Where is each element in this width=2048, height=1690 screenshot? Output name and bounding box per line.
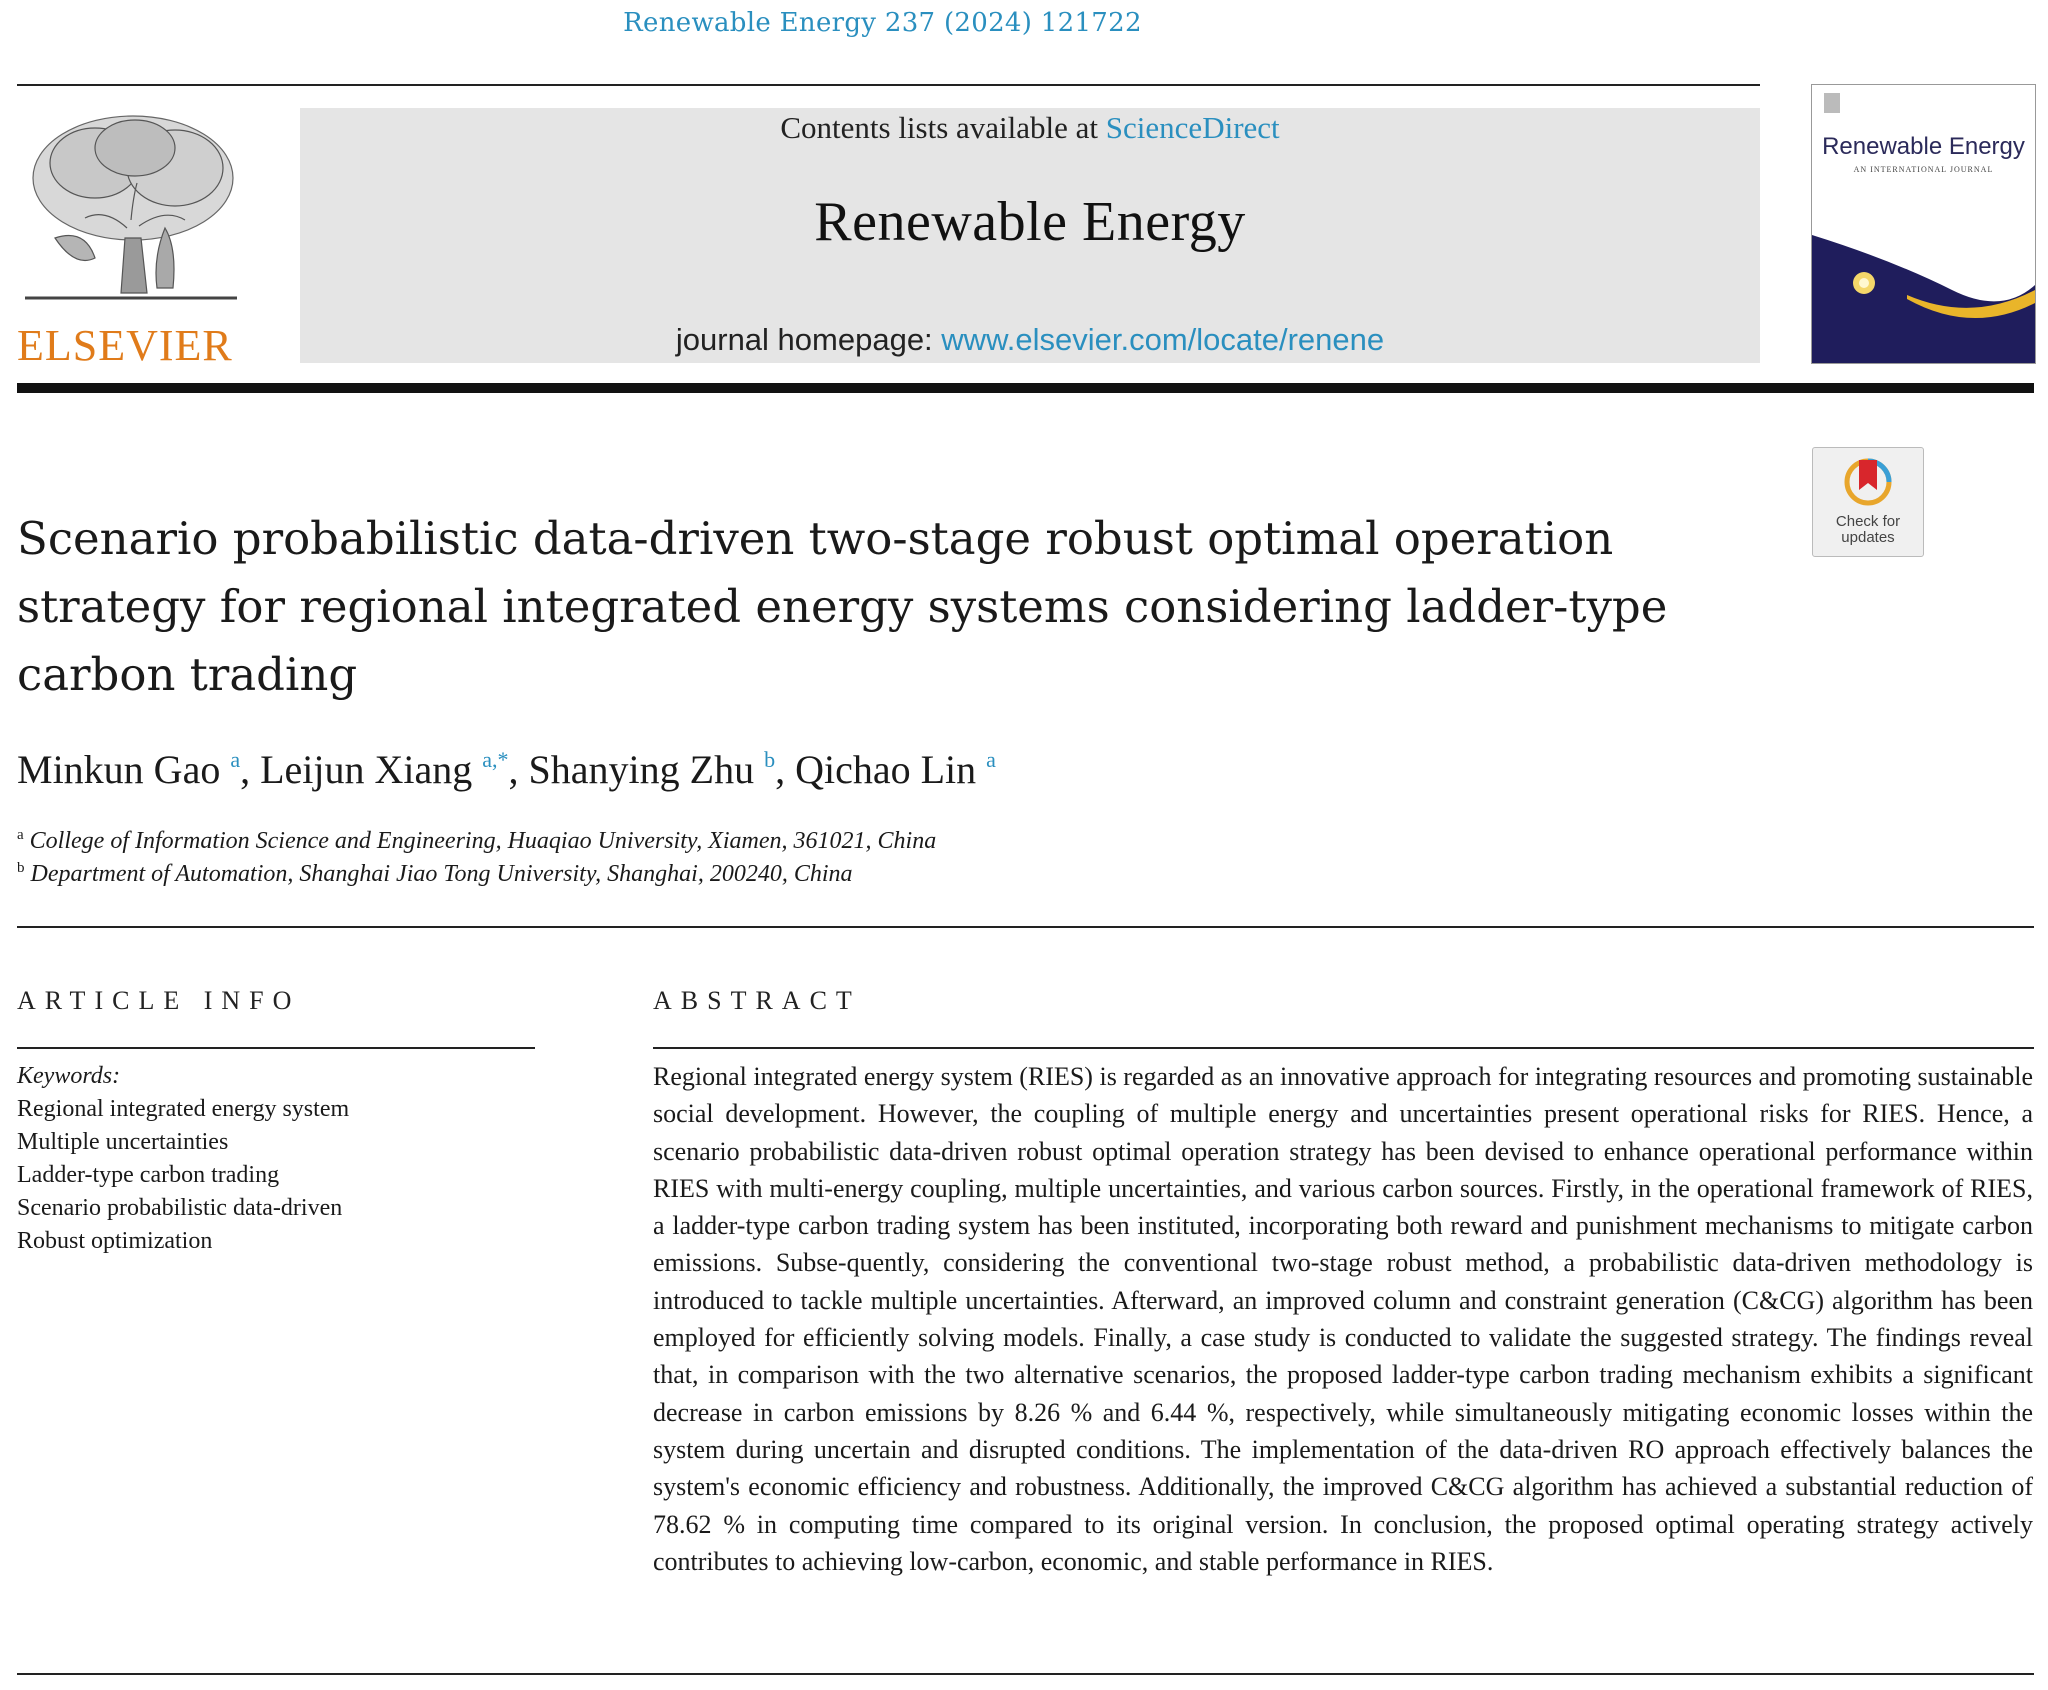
contents-prefix: Contents lists available at [780,110,1106,145]
author-affiliation-mark[interactable]: b [764,747,776,772]
article-title: Scenario probabilistic data-driven two-stage robust optimal operation strategy for regional integrated energy systems considering ladder-type carbon trading [17,512,1668,701]
journal-citation[interactable]: Renewable Energy 237 (2024) 121722 [623,8,1142,38]
section-divider [17,926,2034,928]
affiliation [17,828,936,855]
author-list: Minkun Gao $^a$, Leijun Xiang $^{a,*}$, Shanying Zhu $^b$, Qichao Lin $^a$ [17,747,996,792]
journal-cover-thumbnail[interactable] [1811,84,2036,364]
cover-title: Renewable Energy [1822,133,2025,160]
abstract-rule [653,1047,2034,1049]
article-info-heading: ARTICLE INFO [17,986,301,1015]
homepage-line [300,322,1760,358]
affiliation-text: College of Information Science and Engineering, Huaqiao University, Xiamen, 361021, China [29,828,937,854]
author-affiliation-mark[interactable]: a,* [482,747,509,772]
affiliation-mark: b [17,860,25,876]
journal-homepage-link[interactable]: www.elsevier.com/locate/renene [941,322,1385,357]
keyword-item[interactable]: Multiple uncertainties [17,1129,229,1155]
keywords-label: Keywords: [17,1063,121,1089]
sciencedirect-link[interactable]: ScienceDirect [1105,110,1280,145]
author-affiliation-mark[interactable]: a [986,747,996,772]
journal-banner [300,108,1760,363]
article-info-rule [17,1047,535,1049]
keyword-item[interactable]: Ladder-type carbon trading [17,1162,280,1188]
keywords-block [17,1060,537,1258]
abstract-body: Regional integrated energy system (RIES) is regarded as an innovative approach for integrating resources and promoting sustainable social development. However, the coupling of multiple energy and uncertainties present operational risks for RIES. Hence, a scenario probabilistic data-driven robust optimal operation strategy has been devised to enhance operational performance within RIES with multi-energy coupling, multiple uncertainties, and various carbon sources. Firstly, in the operational framework of RIES, a ladder-type carbon trading system has been instituted, incorporating both reward and punishment mechanisms to mitigate carbon emissions. Subse-quently, considering the conventional two-stage robust method, a probabilistic data-driven methodology is introduced to tackle multiple uncertainties. Afterward, an improved column and constraint generation (C&CG) algorithm has been employed for efficiently solving models. Finally, a case study is conducted to validate the suggested strategy. The findings reveal that, in comparison with the two alternative scenarios, the proposed ladder-type carbon trading mechanism exhibits a significant decrease in carbon emissions by 8.26 % and 6.44 %, respectively, while simultaneously mitigating economic losses within the system during uncertain and disrupted conditions. The implementation of the data-driven RO approach effectively balances the system's economic efficiency and robustness. Additionally, the improved C&CG algorithm has achieved a substantial reduction of 78.62 % in computing time compared to its original version. In conclusion, the proposed optimal operating strategy actively contributes to achieving low-carbon, economic, and stable performance in RIES. [653,1062,2033,1576]
elsevier-wordmark: ELSEVIER [17,321,233,370]
author-name[interactable]: Leijun Xiang [260,747,473,792]
affiliation-text: Department of Automation, Shanghai Jiao Tong University, Shanghai, 200240, China [30,861,853,887]
affiliation-mark: a [17,827,24,843]
header-top-rule [17,84,1760,86]
journal-name: Renewable Energy [814,191,1246,253]
check-for-updates-label: Check for updates [1835,513,1901,546]
check-for-updates-button[interactable] [1812,447,1924,557]
crossmark-icon [1844,456,1892,512]
elsevier-logo[interactable] [15,108,247,368]
cover-artwork-icon [1812,85,2035,363]
author-affiliation-mark[interactable]: a [230,747,241,772]
cover-subtitle: AN INTERNATIONAL JOURNAL [1853,165,1994,174]
author-name[interactable]: Shanying Zhu [528,747,755,792]
author-name[interactable]: Minkun Gao [17,747,221,792]
keyword-item[interactable]: Regional integrated energy system [17,1096,350,1122]
contents-line [300,110,1760,146]
author-name[interactable]: Qichao Lin [795,747,977,792]
abstract-bottom-rule [17,1673,2034,1675]
abstract-heading: ABSTRACT [653,986,861,1015]
keyword-item[interactable]: Robust optimization [17,1228,213,1254]
elsevier-tree-icon [15,108,247,313]
affiliation [17,861,853,888]
homepage-prefix: journal homepage: [675,322,942,357]
keyword-item[interactable]: Scenario probabilistic data-driven [17,1195,343,1221]
header-bottom-rule [17,383,2034,393]
